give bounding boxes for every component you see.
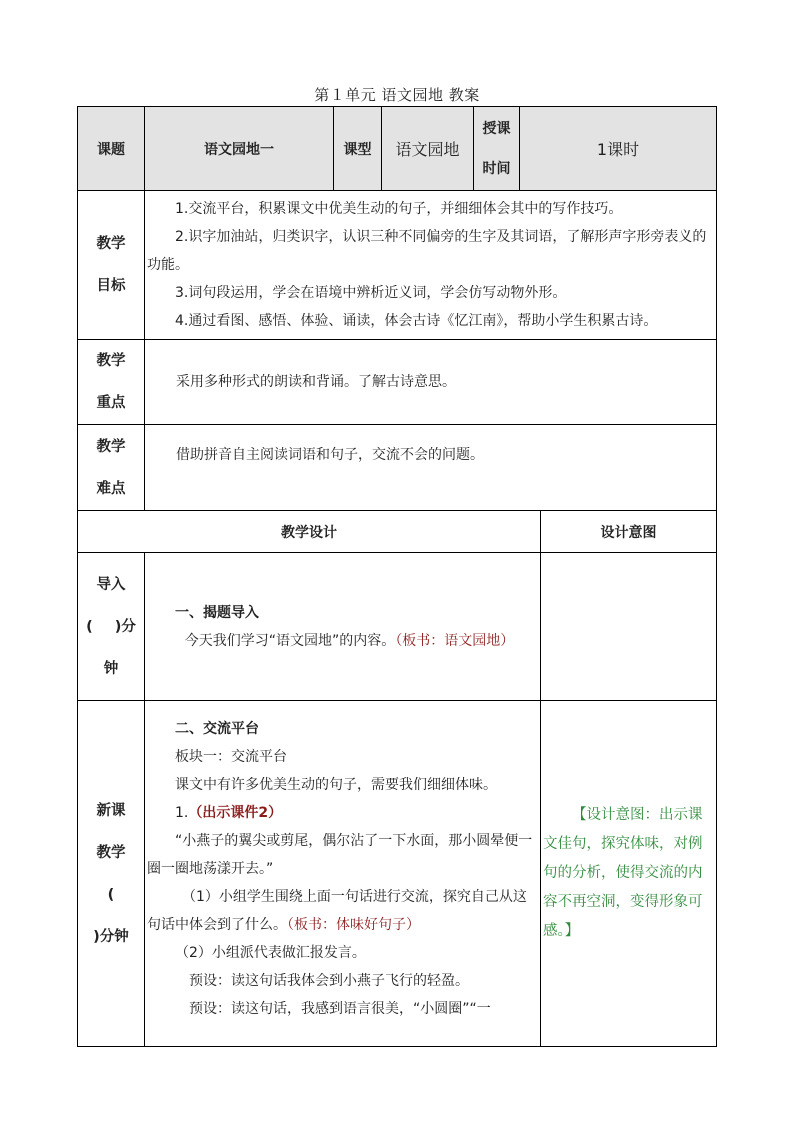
intro-row bbox=[78, 553, 717, 701]
type-value: 语文园地 bbox=[382, 107, 474, 191]
new-lesson-block: 板块一：交流平台 bbox=[175, 749, 287, 765]
intro-text-main: 今天我们学习“语文园地”的内容。 bbox=[184, 632, 396, 649]
lesson-plan-table bbox=[77, 106, 717, 1047]
time-label-line-2: 时间 bbox=[482, 160, 511, 177]
new-lesson-label-line-1: 新课 bbox=[96, 802, 126, 819]
difficulties-text: 借助拼音自主阅读词语和句子，交流不会的问题。 bbox=[145, 425, 717, 511]
objective-item: 4.通过看图、感悟、体验、诵读，体会古诗《忆江南》，帮助小学生积累古诗。 bbox=[175, 313, 658, 329]
key-points-label bbox=[78, 340, 145, 425]
time-label-line-1: 授课 bbox=[482, 120, 511, 137]
type-label: 课型 bbox=[334, 107, 382, 191]
intro-label-line-2 bbox=[78, 606, 144, 648]
objectives-content bbox=[145, 191, 717, 340]
topic-label: 课题 bbox=[78, 107, 145, 191]
new-lesson-preset-1: 预设：读这句话我体会到小燕子飞行的轻盈。 bbox=[189, 973, 469, 989]
objectives-label-line-1: 教学 bbox=[96, 236, 126, 252]
new-lesson-content bbox=[145, 701, 541, 1047]
step1-number: 1. bbox=[175, 805, 189, 821]
objective-item: 2.识字加油站，归类识字，认识三种不同偏旁的生字及其词语，了解形声字形旁表义的功能。 bbox=[147, 229, 707, 273]
intro-label-line-3: 钟 bbox=[103, 660, 119, 677]
difficulties-label-line-1: 教学 bbox=[96, 438, 126, 455]
design-header-left: 教学设计 bbox=[78, 511, 541, 553]
step1-courseware: （出示课件2） bbox=[188, 805, 283, 821]
intro-content bbox=[145, 553, 541, 701]
difficulties-label-line-2: 难点 bbox=[96, 480, 126, 497]
intro-text-board: （板书：语文园地） bbox=[395, 632, 515, 649]
header-row bbox=[78, 107, 717, 191]
new-lesson-heading: 二、交流平台 bbox=[175, 721, 259, 737]
new-lesson-line1: 课文中有许多优美生动的句子，需要我们细细体味。 bbox=[175, 777, 497, 793]
design-header-right: 设计意图 bbox=[541, 511, 717, 553]
key-points-row bbox=[78, 340, 717, 425]
new-lesson-row bbox=[78, 701, 717, 1047]
topic-value: 语文园地一 bbox=[145, 107, 334, 191]
new-lesson-label bbox=[78, 701, 145, 1047]
new-lesson-label-line-2: 教学 bbox=[96, 844, 126, 861]
intro-heading: 一、揭题导入 bbox=[175, 604, 259, 621]
new-lesson-label-line-3: ( bbox=[107, 886, 115, 903]
objective-item: 1.交流平台，积累课文中优美生动的句子，并细细体会其中的写作技巧。 bbox=[175, 201, 623, 217]
objectives-row bbox=[78, 191, 717, 340]
new-lesson-design-note: 【设计意图：出示课文佳句，探究体味，对例句的分析，使得交流的内容不再空洞，变得形象可感。】 bbox=[541, 701, 717, 1047]
objectives-label bbox=[78, 191, 145, 340]
intro-text bbox=[147, 627, 537, 655]
time-label bbox=[474, 107, 520, 191]
intro-label bbox=[78, 553, 145, 701]
document-title: 第１单元 语文园地 教案 bbox=[314, 86, 480, 104]
new-lesson-preset-2: 预设：读这句话，我感到语言很美，“小圆圈”“一 bbox=[189, 1001, 491, 1017]
objective-item: 3.词句段运用，学会在语境中辨析近义词，学会仿写动物外形。 bbox=[175, 285, 567, 301]
design-header-row bbox=[78, 511, 717, 553]
new-lesson-step1 bbox=[147, 799, 537, 827]
key-points-label-line-1: 教学 bbox=[96, 353, 126, 369]
step-a-board: （板书：体味好句子） bbox=[287, 917, 420, 933]
new-lesson-quote: “小燕子的翼尖或剪尾，偶尔沾了一下水面，那小圆晕便一圈一圈地荡漾开去。” bbox=[147, 833, 533, 877]
difficulties-row bbox=[78, 425, 717, 511]
time-value: 1课时 bbox=[520, 107, 717, 191]
new-lesson-step-b: （2）小组派代表做汇报发言。 bbox=[175, 945, 366, 961]
intro-label-line-1: 导入 bbox=[96, 576, 126, 593]
objectives-label-line-2: 目标 bbox=[96, 278, 126, 294]
key-points-label-line-2: 重点 bbox=[96, 395, 126, 411]
intro-label-paren: ( bbox=[86, 618, 93, 635]
key-points-text: 采用多种形式的朗读和背诵。了解古诗意思。 bbox=[145, 340, 717, 425]
step-a-main: （1）小组学生围绕上面一句话进行交流，探究自己从这句话中体会到了什么。 bbox=[147, 889, 527, 933]
intro-design-note bbox=[541, 553, 717, 701]
new-lesson-step-a bbox=[147, 883, 537, 939]
new-lesson-label-line-4: )分钟 bbox=[93, 928, 129, 945]
difficulties-label bbox=[78, 425, 145, 511]
intro-label-minutes: )分 bbox=[114, 618, 136, 635]
